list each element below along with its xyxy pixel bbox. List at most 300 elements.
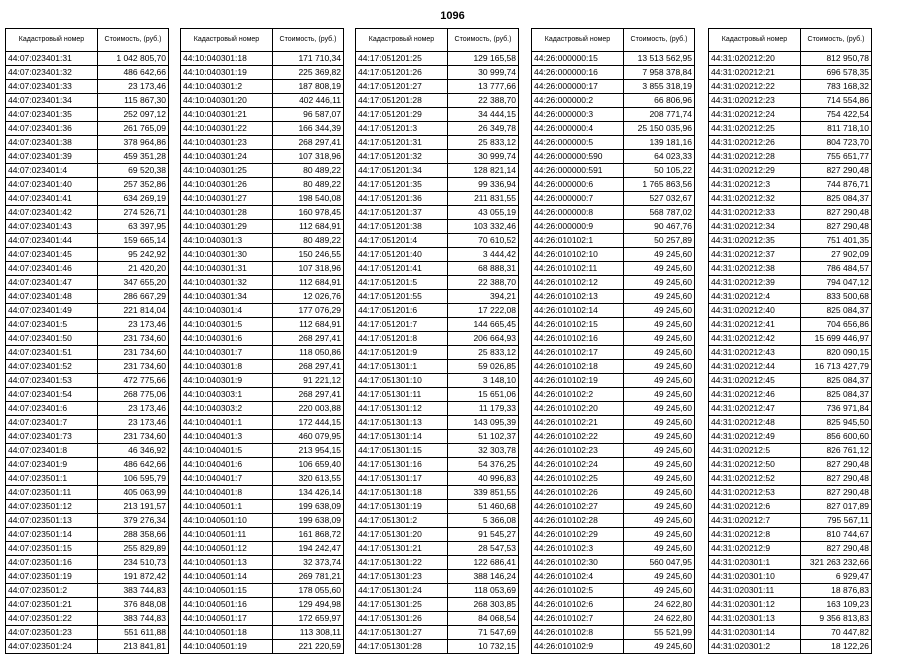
cost-cell: 12 026,76	[273, 290, 344, 304]
cost-cell: 80 489,22	[273, 234, 344, 248]
table-row	[6, 122, 169, 136]
table-row	[356, 402, 519, 416]
table-row	[6, 94, 169, 108]
table-row	[532, 262, 695, 276]
table-row	[709, 52, 872, 66]
table-row	[356, 150, 519, 164]
table-row	[6, 192, 169, 206]
table-row	[709, 458, 872, 472]
cost-cell: 129 165,58	[448, 52, 519, 66]
cadastral-number-cell: 44:17:051201:40	[356, 248, 448, 262]
cadastral-number-cell: 44:07:023401:54	[6, 388, 98, 402]
cost-cell: 194 242,47	[273, 542, 344, 556]
table-row	[181, 430, 344, 444]
table-row	[356, 164, 519, 178]
cadastral-number-cell: 44:10:040301:30	[181, 248, 273, 262]
cadastral-number-cell: 44:10:040301:2	[181, 80, 273, 94]
cadastral-number-cell: 44:10:040301:7	[181, 346, 273, 360]
table-row	[356, 374, 519, 388]
cadastral-number-cell: 44:07:023401:50	[6, 332, 98, 346]
cost-cell: 16 713 427,79	[801, 360, 872, 374]
table-row	[532, 570, 695, 584]
table-row	[6, 290, 169, 304]
table-row	[181, 612, 344, 626]
cost-cell: 812 950,78	[801, 52, 872, 66]
cadastral-number-cell: 44:17:051201:8	[356, 332, 448, 346]
cost-cell: 49 245,60	[624, 416, 695, 430]
cadastral-number-cell: 44:17:051201:31	[356, 136, 448, 150]
cadastral-number-cell: 44:26:010102:22	[532, 430, 624, 444]
cost-cell: 59 026,85	[448, 360, 519, 374]
cost-cell: 28 547,53	[448, 542, 519, 556]
cost-cell: 255 829,89	[98, 542, 169, 556]
table-row	[709, 542, 872, 556]
cost-cell: 714 554,86	[801, 94, 872, 108]
cost-cell: 178 055,60	[273, 584, 344, 598]
cost-table	[355, 28, 519, 654]
cadastral-number-cell: 44:31:020212:46	[709, 388, 801, 402]
cadastral-number-cell: 44:17:051301:13	[356, 416, 448, 430]
cost-cell: 339 851,55	[448, 486, 519, 500]
table-row	[181, 332, 344, 346]
cadastral-number-cell: 44:10:040501:1	[181, 500, 273, 514]
cadastral-number-cell: 44:31:020212:29	[709, 164, 801, 178]
table-row	[181, 234, 344, 248]
cost-cell: 122 686,41	[448, 556, 519, 570]
table-row	[6, 248, 169, 262]
cost-cell: 10 732,15	[448, 640, 519, 654]
table-row	[356, 542, 519, 556]
cost-cell: 118 050,86	[273, 346, 344, 360]
cadastral-number-cell: 44:26:000000:16	[532, 66, 624, 80]
cost-cell: 268 297,41	[273, 360, 344, 374]
cadastral-number-cell: 44:07:023401:34	[6, 94, 98, 108]
cadastral-number-cell: 44:10:040301:26	[181, 178, 273, 192]
table-row	[356, 234, 519, 248]
cadastral-number-cell: 44:10:040501:12	[181, 542, 273, 556]
table-row	[6, 136, 169, 150]
cadastral-number-cell: 44:07:023501:11	[6, 486, 98, 500]
cost-cell: 25 150 035,96	[624, 122, 695, 136]
table-row	[532, 556, 695, 570]
table-row	[709, 206, 872, 220]
cadastral-number-cell: 44:26:000000:590	[532, 150, 624, 164]
table-row	[532, 192, 695, 206]
table-row	[709, 262, 872, 276]
table-row	[532, 178, 695, 192]
cadastral-number-cell: 44:26:010102:2	[532, 388, 624, 402]
cadastral-number-cell: 44:31:020212:41	[709, 318, 801, 332]
cost-cell: 49 245,60	[624, 528, 695, 542]
cadastral-number-cell: 44:17:051301:2	[356, 514, 448, 528]
cadastral-number-cell: 44:10:040501:16	[181, 598, 273, 612]
cost-cell: 46 346,92	[98, 444, 169, 458]
cost-cell: 23 173,46	[98, 80, 169, 94]
table-row	[181, 122, 344, 136]
cadastral-number-cell: 44:10:040501:13	[181, 556, 273, 570]
cadastral-number-cell: 44:07:023401:35	[6, 108, 98, 122]
cost-cell: 49 245,60	[624, 276, 695, 290]
cost-cell: 231 734,60	[98, 332, 169, 346]
cost-cell: 49 245,60	[624, 248, 695, 262]
cadastral-number-cell: 44:26:010102:23	[532, 444, 624, 458]
cadastral-number-cell: 44:31:020212:3	[709, 178, 801, 192]
table-row	[6, 640, 169, 654]
table-row	[6, 388, 169, 402]
cadastral-number-cell: 44:31:020212:50	[709, 458, 801, 472]
cost-cell: 388 146,24	[448, 570, 519, 584]
cadastral-number-cell: 44:31:020212:49	[709, 430, 801, 444]
table-row	[532, 346, 695, 360]
cost-cell: 191 872,42	[98, 570, 169, 584]
cost-cell: 783 168,32	[801, 80, 872, 94]
header-cost: Стоимость, (руб.)	[273, 29, 344, 52]
table-row	[356, 248, 519, 262]
table-row	[181, 94, 344, 108]
cost-cell: 811 718,10	[801, 122, 872, 136]
table-row	[6, 402, 169, 416]
cadastral-number-cell: 44:26:010102:26	[532, 486, 624, 500]
cost-cell: 112 684,91	[273, 318, 344, 332]
table-row	[356, 360, 519, 374]
cost-cell: 833 500,68	[801, 290, 872, 304]
cadastral-number-cell: 44:17:051201:41	[356, 262, 448, 276]
cost-cell: 231 734,60	[98, 430, 169, 444]
cost-cell: 70 610,52	[448, 234, 519, 248]
table-row	[356, 444, 519, 458]
cost-cell: 49 245,60	[624, 304, 695, 318]
cost-cell: 66 806,96	[624, 94, 695, 108]
cost-cell: 394,21	[448, 290, 519, 304]
cost-cell: 199 638,09	[273, 500, 344, 514]
cadastral-number-cell: 44:26:010102:27	[532, 500, 624, 514]
cost-cell: 206 664,93	[448, 332, 519, 346]
table-row	[356, 332, 519, 346]
table-row	[709, 360, 872, 374]
cadastral-number-cell: 44:07:023501:23	[6, 626, 98, 640]
cadastral-number-cell: 44:31:020212:25	[709, 122, 801, 136]
cost-cell: 63 397,95	[98, 220, 169, 234]
table-row	[6, 332, 169, 346]
cost-cell: 744 876,71	[801, 178, 872, 192]
cost-cell: 208 771,74	[624, 108, 695, 122]
cost-cell: 106 659,40	[273, 458, 344, 472]
cadastral-number-cell: 44:07:023401:43	[6, 220, 98, 234]
cadastral-number-cell: 44:10:040301:25	[181, 164, 273, 178]
cadastral-number-cell: 44:17:051201:34	[356, 164, 448, 178]
cost-cell: 91 221,12	[273, 374, 344, 388]
table-row	[532, 360, 695, 374]
cadastral-number-cell: 44:10:040401:3	[181, 430, 273, 444]
table-row	[532, 290, 695, 304]
cadastral-number-cell: 44:17:051201:35	[356, 178, 448, 192]
cadastral-number-cell: 44:07:023401:4	[6, 164, 98, 178]
cadastral-number-cell: 44:26:010102:21	[532, 416, 624, 430]
cost-cell: 383 744,83	[98, 584, 169, 598]
cadastral-number-cell: 44:26:000000:3	[532, 108, 624, 122]
table-row	[6, 556, 169, 570]
cadastral-number-cell: 44:10:040301:9	[181, 374, 273, 388]
cost-cell: 252 097,12	[98, 108, 169, 122]
cadastral-number-cell: 44:17:051201:25	[356, 52, 448, 66]
cost-cell: 49 245,60	[624, 640, 695, 654]
cost-cell: 49 245,60	[624, 346, 695, 360]
table-row	[532, 108, 695, 122]
cost-cell: 51 102,37	[448, 430, 519, 444]
table-row	[181, 136, 344, 150]
cadastral-number-cell: 44:17:051201:38	[356, 220, 448, 234]
table-row	[532, 206, 695, 220]
cadastral-number-cell: 44:17:051301:26	[356, 612, 448, 626]
cost-cell: 163 109,23	[801, 598, 872, 612]
cost-cell: 198 540,08	[273, 192, 344, 206]
cadastral-number-cell: 44:26:010102:5	[532, 584, 624, 598]
table-row	[532, 318, 695, 332]
table-row	[532, 542, 695, 556]
table-row	[6, 108, 169, 122]
cadastral-number-cell: 44:26:000000:8	[532, 206, 624, 220]
cost-cell: 827 017,89	[801, 500, 872, 514]
cost-table	[5, 28, 169, 654]
table-row	[181, 514, 344, 528]
cadastral-number-cell: 44:10:040301:3	[181, 234, 273, 248]
table-row	[356, 388, 519, 402]
cadastral-number-cell: 44:17:051301:15	[356, 444, 448, 458]
table-row	[6, 164, 169, 178]
header-cost: Стоимость, (руб.)	[448, 29, 519, 52]
cost-cell: 64 023,33	[624, 150, 695, 164]
table-row	[356, 598, 519, 612]
cadastral-number-cell: 44:10:040301:27	[181, 192, 273, 206]
cadastral-number-cell: 44:17:051301:11	[356, 388, 448, 402]
cadastral-number-cell: 44:17:051301:10	[356, 374, 448, 388]
table-row	[6, 612, 169, 626]
cost-cell: 560 047,95	[624, 556, 695, 570]
table-row	[356, 640, 519, 654]
cost-cell: 159 665,14	[98, 234, 169, 248]
cost-cell: 378 964,86	[98, 136, 169, 150]
cost-cell: 22 388,70	[448, 276, 519, 290]
cost-cell: 268 297,41	[273, 388, 344, 402]
cost-cell: 99 336,94	[448, 178, 519, 192]
table-row	[532, 234, 695, 248]
cadastral-number-cell: 44:26:010102:14	[532, 304, 624, 318]
cost-cell: 128 821,14	[448, 164, 519, 178]
cost-cell: 795 567,11	[801, 514, 872, 528]
table-row	[709, 220, 872, 234]
table-row	[532, 388, 695, 402]
cadastral-number-cell: 44:31:020212:34	[709, 220, 801, 234]
table-header-row	[709, 29, 872, 52]
table-row	[709, 248, 872, 262]
cost-cell: 786 484,57	[801, 262, 872, 276]
header-cost: Стоимость, (руб.)	[98, 29, 169, 52]
cost-cell: 113 308,11	[273, 626, 344, 640]
cost-cell: 268 303,85	[448, 598, 519, 612]
cost-cell: 55 521,99	[624, 626, 695, 640]
cost-cell: 755 651,77	[801, 150, 872, 164]
cadastral-number-cell: 44:07:023401:31	[6, 52, 98, 66]
cost-cell: 49 245,60	[624, 486, 695, 500]
cadastral-number-cell: 44:26:000000:6	[532, 178, 624, 192]
cadastral-number-cell: 44:07:023501:13	[6, 514, 98, 528]
cost-cell: 26 349,78	[448, 122, 519, 136]
cost-cell: 32 373,74	[273, 556, 344, 570]
table-row	[181, 108, 344, 122]
table-row	[181, 262, 344, 276]
header-cost: Стоимость, (руб.)	[624, 29, 695, 52]
cost-cell: 211 831,55	[448, 192, 519, 206]
cost-cell: 171 710,34	[273, 52, 344, 66]
cadastral-number-cell: 44:26:010102:8	[532, 626, 624, 640]
table-row	[181, 178, 344, 192]
cost-cell: 257 352,86	[98, 178, 169, 192]
cost-cell: 23 173,46	[98, 402, 169, 416]
cost-cell: 827 290,48	[801, 220, 872, 234]
cadastral-number-cell: 44:17:051301:14	[356, 430, 448, 444]
cost-cell: 34 444,15	[448, 108, 519, 122]
table-row	[709, 640, 872, 654]
cadastral-number-cell: 44:07:023401:49	[6, 304, 98, 318]
cadastral-number-cell: 44:10:040301:28	[181, 206, 273, 220]
table-row	[6, 500, 169, 514]
table-row	[709, 136, 872, 150]
cost-cell: 70 447,82	[801, 626, 872, 640]
cadastral-number-cell: 44:26:010102:25	[532, 472, 624, 486]
table-row	[181, 360, 344, 374]
cost-cell: 321 263 232,66	[801, 556, 872, 570]
cost-cell: 827 290,48	[801, 472, 872, 486]
cadastral-table-4	[531, 28, 695, 654]
cadastral-number-cell: 44:31:020301:11	[709, 584, 801, 598]
cadastral-number-cell: 44:26:010102:6	[532, 598, 624, 612]
cost-cell: 54 376,25	[448, 458, 519, 472]
cadastral-number-cell: 44:31:020212:6	[709, 500, 801, 514]
table-row	[181, 52, 344, 66]
table-row	[709, 570, 872, 584]
cost-cell: 43 055,19	[448, 206, 519, 220]
cadastral-number-cell: 44:31:020301:10	[709, 570, 801, 584]
table-row	[709, 416, 872, 430]
cost-cell: 91 545,27	[448, 528, 519, 542]
cost-cell: 115 867,30	[98, 94, 169, 108]
table-row	[532, 276, 695, 290]
cadastral-number-cell: 44:07:023401:53	[6, 374, 98, 388]
cost-cell: 96 587,07	[273, 108, 344, 122]
cadastral-number-cell: 44:17:051301:19	[356, 500, 448, 514]
cost-cell: 486 642,66	[98, 66, 169, 80]
table-row	[532, 472, 695, 486]
cadastral-number-cell: 44:26:010102:11	[532, 262, 624, 276]
cost-cell: 49 245,60	[624, 374, 695, 388]
cost-cell: 268 775,06	[98, 388, 169, 402]
cost-cell: 150 246,55	[273, 248, 344, 262]
cadastral-number-cell: 44:26:010102:15	[532, 318, 624, 332]
cadastral-number-cell: 44:26:000000:9	[532, 220, 624, 234]
cadastral-number-cell: 44:10:040303:2	[181, 402, 273, 416]
table-row	[6, 234, 169, 248]
table-row	[709, 472, 872, 486]
cost-cell: 129 494,98	[273, 598, 344, 612]
table-row	[181, 318, 344, 332]
cadastral-number-cell: 44:07:023501:24	[6, 640, 98, 654]
cadastral-number-cell: 44:10:040501:11	[181, 528, 273, 542]
cadastral-number-cell: 44:31:020212:35	[709, 234, 801, 248]
cost-cell: 827 290,48	[801, 542, 872, 556]
cost-cell: 696 578,35	[801, 66, 872, 80]
table-row	[181, 80, 344, 94]
cadastral-number-cell: 44:07:023501:19	[6, 570, 98, 584]
cadastral-number-cell: 44:31:020212:7	[709, 514, 801, 528]
cadastral-number-cell: 44:17:051301:25	[356, 598, 448, 612]
cadastral-number-cell: 44:07:023501:14	[6, 528, 98, 542]
cost-cell: 268 297,41	[273, 136, 344, 150]
table-row	[6, 444, 169, 458]
table-row	[6, 458, 169, 472]
cost-cell: 6 929,47	[801, 570, 872, 584]
table-row	[709, 388, 872, 402]
cadastral-number-cell: 44:07:023401:38	[6, 136, 98, 150]
cost-cell: 15 651,06	[448, 388, 519, 402]
cadastral-number-cell: 44:10:040501:17	[181, 612, 273, 626]
cadastral-number-cell: 44:17:051201:26	[356, 66, 448, 80]
cadastral-number-cell: 44:07:023401:52	[6, 360, 98, 374]
cadastral-number-cell: 44:07:023401:36	[6, 122, 98, 136]
table-row	[356, 108, 519, 122]
header-cost: Стоимость, (руб.)	[801, 29, 872, 52]
table-row	[181, 472, 344, 486]
cost-cell: 268 297,41	[273, 332, 344, 346]
table-row	[181, 304, 344, 318]
cost-cell: 827 290,48	[801, 486, 872, 500]
table-row	[6, 150, 169, 164]
cost-cell: 11 179,33	[448, 402, 519, 416]
cost-cell: 825 945,50	[801, 416, 872, 430]
cadastral-table-5	[708, 28, 872, 654]
cost-table	[180, 28, 344, 654]
cadastral-number-cell: 44:17:051201:9	[356, 346, 448, 360]
table-row	[532, 150, 695, 164]
cost-cell: 166 344,39	[273, 122, 344, 136]
table-row	[709, 108, 872, 122]
cadastral-number-cell: 44:26:010102:16	[532, 332, 624, 346]
cost-cell: 274 526,71	[98, 206, 169, 220]
cadastral-number-cell: 44:31:020212:24	[709, 108, 801, 122]
cadastral-number-cell: 44:17:051301:23	[356, 570, 448, 584]
table-row	[6, 178, 169, 192]
cadastral-number-cell: 44:17:051301:21	[356, 542, 448, 556]
table-row	[356, 430, 519, 444]
table-row	[6, 570, 169, 584]
cadastral-number-cell: 44:07:023501:1	[6, 472, 98, 486]
table-row	[181, 458, 344, 472]
cadastral-number-cell: 44:26:000000:15	[532, 52, 624, 66]
cadastral-number-cell: 44:07:023501:16	[6, 556, 98, 570]
cost-cell: 704 656,86	[801, 318, 872, 332]
cadastral-number-cell: 44:26:010102:3	[532, 542, 624, 556]
cadastral-number-cell: 44:31:020212:33	[709, 206, 801, 220]
table-row	[6, 472, 169, 486]
cadastral-number-cell: 44:26:010102:10	[532, 248, 624, 262]
cost-cell: 172 659,97	[273, 612, 344, 626]
cadastral-number-cell: 44:10:040303:1	[181, 388, 273, 402]
cost-cell: 379 276,34	[98, 514, 169, 528]
cost-cell: 827 290,48	[801, 458, 872, 472]
cadastral-number-cell: 44:26:010102:17	[532, 346, 624, 360]
cadastral-number-cell: 44:07:023501:22	[6, 612, 98, 626]
cost-cell: 856 600,60	[801, 430, 872, 444]
cost-cell: 30 999,74	[448, 66, 519, 80]
